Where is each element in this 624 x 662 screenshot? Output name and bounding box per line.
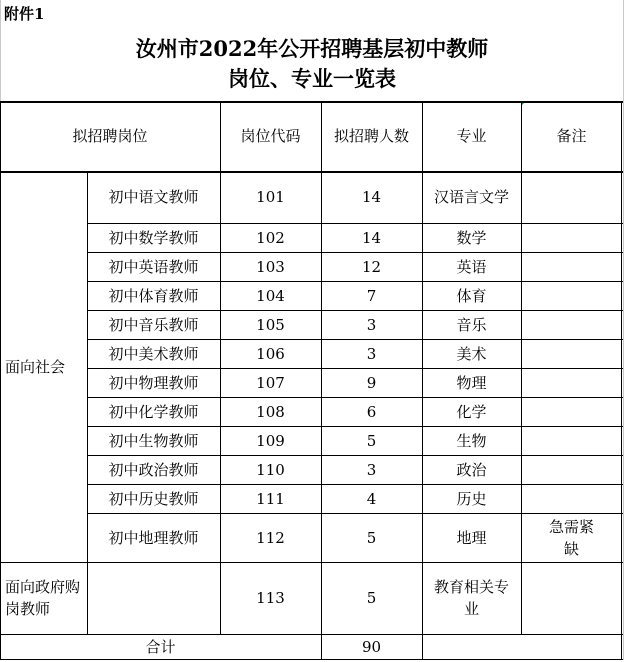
title-line-1: 汝州市2022年公开招聘基层初中教师 — [135, 36, 489, 61]
post-name: 初中体育教师 — [108, 286, 199, 305]
post-code: 107 — [256, 373, 285, 392]
post-name: 初中历史教师 — [108, 489, 199, 508]
grid-line — [87, 513, 623, 514]
major: 历史 — [456, 489, 487, 508]
post-count: 3 — [366, 344, 377, 363]
grid-line — [87, 171, 88, 635]
post-count: 14 — [361, 188, 382, 206]
post-code: 105 — [256, 315, 285, 334]
major: 英语 — [456, 257, 487, 276]
post-code: 109 — [256, 431, 285, 450]
note — [521, 281, 622, 310]
post-name: 初中语文教师 — [108, 188, 199, 206]
grid-line — [0, 659, 623, 660]
note — [521, 426, 622, 455]
post-name: 初中化学教师 — [108, 402, 199, 421]
note — [521, 484, 622, 513]
post-count: 6 — [366, 402, 377, 421]
post-count: 4 — [366, 489, 377, 508]
grid-line — [87, 368, 623, 369]
title-line-2: 岗位、专业一览表 — [228, 66, 396, 91]
major: 物理 — [456, 373, 487, 392]
major: 数学 — [456, 228, 487, 247]
note — [521, 171, 622, 223]
header-note: 备注 — [556, 127, 587, 145]
major: 地理 — [456, 528, 487, 547]
group-label-public: 面向社会 — [5, 357, 66, 376]
total-label: 合计 — [145, 638, 176, 656]
post-count: 12 — [361, 257, 382, 276]
grid-line — [0, 171, 623, 173]
attachment-label: 附件1 — [4, 5, 45, 23]
grid-line — [87, 455, 623, 456]
grid-line — [87, 397, 623, 398]
note — [521, 368, 622, 397]
note: 急需紧缺 — [549, 517, 595, 558]
post-name: 初中生物教师 — [108, 431, 199, 450]
post-count: 9 — [366, 373, 377, 392]
major: 美术 — [456, 344, 487, 363]
major: 教育相关专业 — [434, 578, 510, 618]
post-code: 103 — [256, 257, 285, 276]
post-code: 113 — [256, 589, 285, 607]
post-name: 初中政治教师 — [108, 460, 199, 479]
post-count: 7 — [366, 286, 377, 305]
major: 体育 — [456, 286, 487, 305]
major: 音乐 — [456, 315, 487, 334]
header-position: 拟招聘岗位 — [72, 127, 148, 145]
note — [521, 562, 622, 634]
grid-line — [87, 484, 623, 485]
grid-line — [87, 281, 623, 282]
post-count: 5 — [366, 589, 377, 607]
grid-line — [422, 101, 423, 660]
grid-line — [0, 101, 623, 103]
header-code: 岗位代码 — [240, 127, 301, 145]
post-code: 108 — [256, 402, 285, 421]
major: 政治 — [456, 460, 487, 479]
grid-line — [87, 426, 623, 427]
header-count: 拟招聘人数 — [333, 127, 409, 145]
post-code: 102 — [256, 228, 285, 247]
post-code: 101 — [256, 188, 285, 206]
grid-line — [87, 310, 623, 311]
post-code: 112 — [256, 528, 285, 547]
post-name: 初中英语教师 — [108, 257, 199, 276]
grid-line — [87, 223, 623, 224]
post-code: 110 — [256, 460, 285, 479]
post-count: 14 — [361, 228, 382, 247]
post-count: 3 — [366, 315, 377, 334]
note — [521, 455, 622, 484]
post-count: 3 — [366, 460, 377, 479]
grid-line — [0, 101, 1, 660]
post-name: 初中数学教师 — [108, 228, 199, 247]
major: 生物 — [456, 431, 487, 450]
post-code: 106 — [256, 344, 285, 363]
group-label-gov: 面向政府购岗教师 — [5, 578, 81, 618]
major: 汉语言文学 — [434, 188, 510, 206]
post-code: 104 — [256, 286, 285, 305]
post-name: 初中音乐教师 — [108, 315, 199, 334]
post-name: 初中美术教师 — [108, 344, 199, 363]
note — [521, 339, 622, 368]
major: 化学 — [456, 402, 487, 421]
grid-line — [220, 101, 221, 635]
post-count: 5 — [366, 431, 377, 450]
grid-line — [87, 252, 623, 253]
grid-line — [0, 562, 623, 563]
note — [521, 223, 622, 252]
grid-line — [321, 101, 322, 660]
post-code: 111 — [256, 489, 285, 508]
grid-line — [87, 339, 623, 340]
grid-line — [621, 101, 622, 660]
note — [521, 310, 622, 339]
note — [521, 397, 622, 426]
post-name: 初中地理教师 — [108, 528, 199, 547]
total-count: 90 — [361, 638, 382, 656]
grid-line — [0, 634, 623, 635]
post-name: 初中物理教师 — [108, 373, 199, 392]
grid-line — [521, 101, 522, 635]
note — [521, 252, 622, 281]
header-major: 专业 — [456, 127, 487, 145]
post-name — [87, 562, 220, 634]
post-count: 5 — [366, 528, 377, 547]
